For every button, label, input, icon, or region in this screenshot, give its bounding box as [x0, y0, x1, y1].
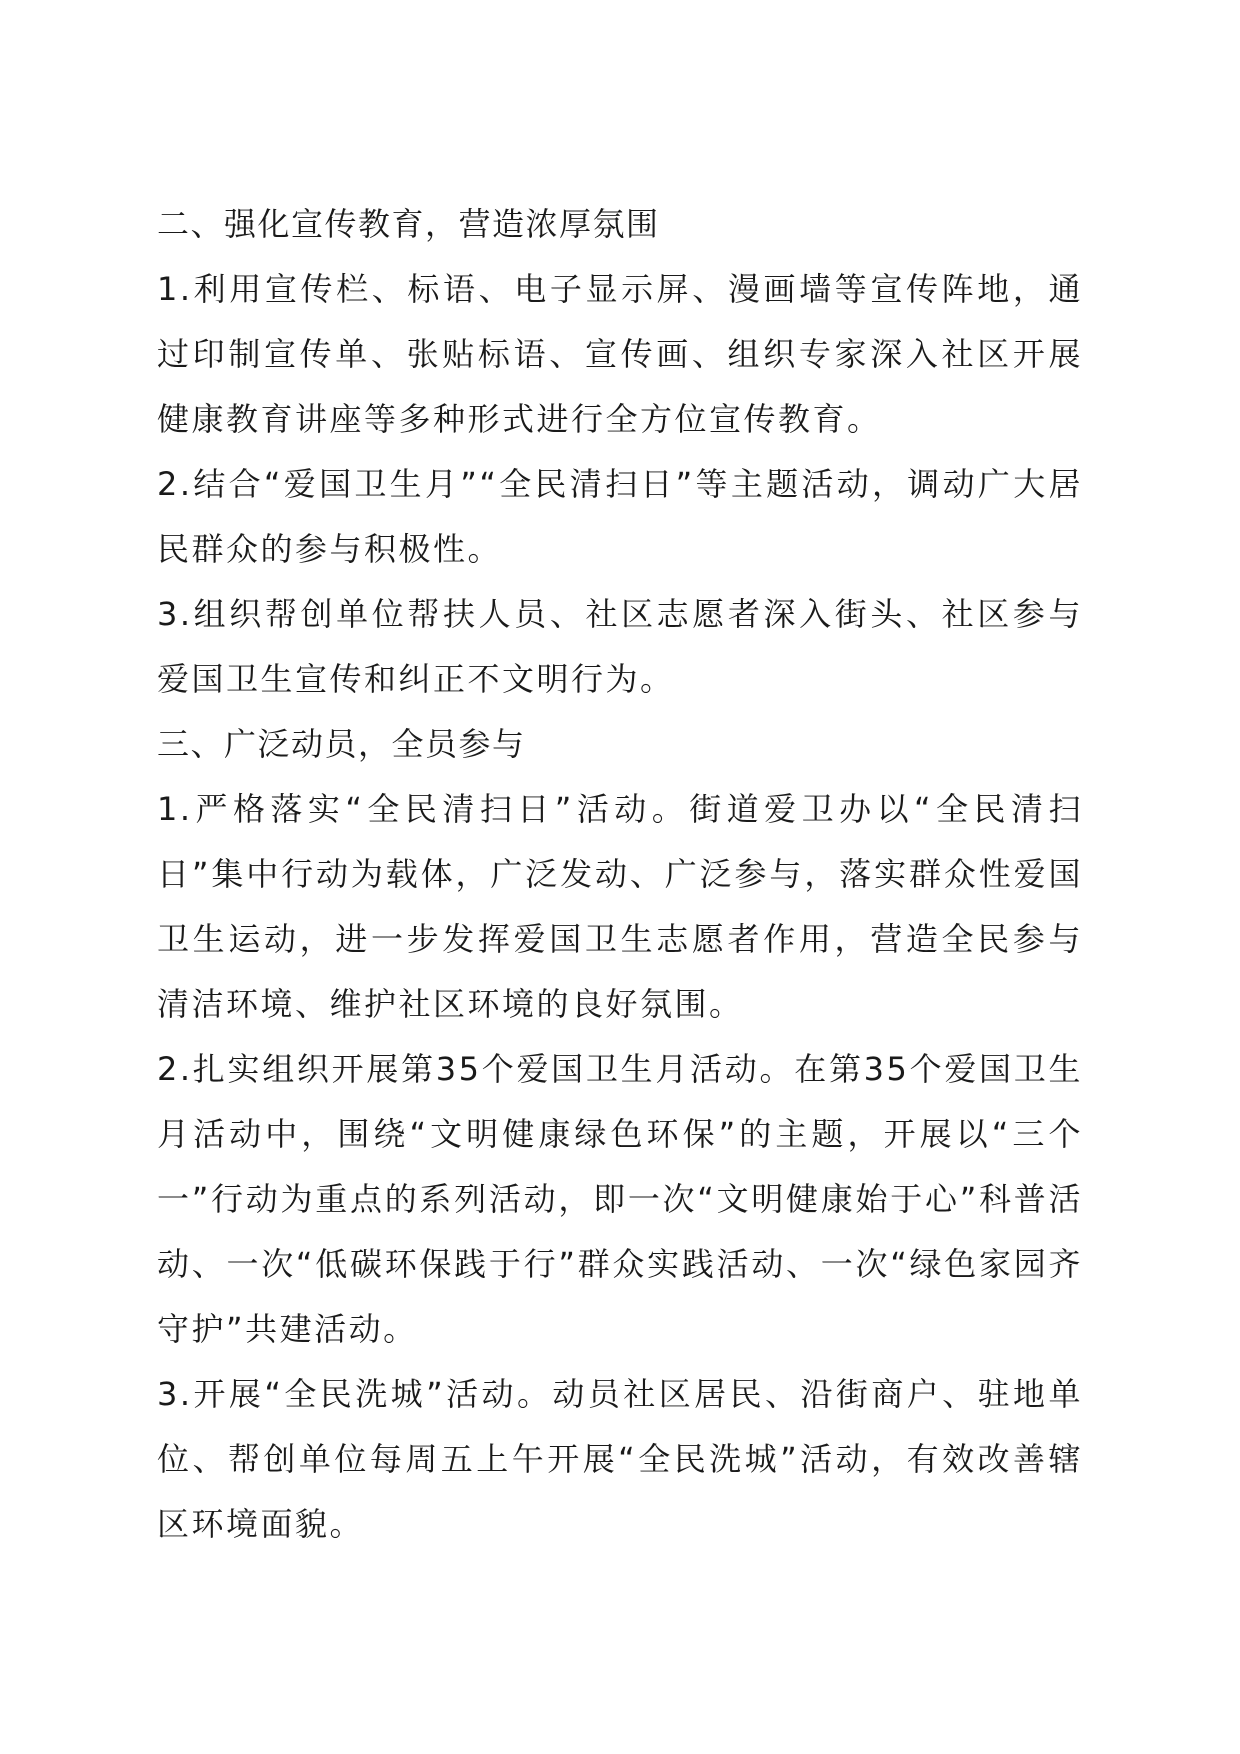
mobilization-item-3: 3.开展“全民洗城”活动。动员社区居民、沿街商户、驻地单位、帮创单位每周五上午开展“全民洗城”活动，有效改善辖区环境面貌。: [157, 1375, 1083, 1543]
publicity-item-2: 2.结合“爱国卫生月”“全民清扫日”等主题活动，调动广大居民群众的参与积极性。: [157, 465, 1083, 568]
section-heading-publicity: 二、强化宣传教育，营造浓厚氛围: [157, 205, 660, 243]
mobilization-item-2: 2.扎实组织开展第35个爱国卫生月活动。在第35个爱国卫生月活动中，围绕“文明健康绿色环保”的主题，开展以“三个一”行动为重点的系列活动，即一次“文明健康始于心”科普活动、一次“低碳环保践于行”群众实践活动、一次“绿色家园齐守护”共建活动。: [157, 1050, 1083, 1348]
publicity-item-3: 3.组织帮创单位帮扶人员、社区志愿者深入街头、社区参与爱国卫生宣传和纠正不文明行为。: [157, 595, 1083, 698]
publicity-item-1: 1.利用宣传栏、标语、电子显示屏、漫画墙等宣传阵地，通过印制宣传单、张贴标语、宣传画、组织专家深入社区开展健康教育讲座等多种形式进行全方位宣传教育。: [157, 270, 1083, 438]
mobilization-item-1: 1.严格落实“全民清扫日”活动。街道爱卫办以“全民清扫日”集中行动为载体，广泛发动、广泛参与，落实群众性爱国卫生运动，进一步发挥爱国卫生志愿者作用，营造全民参与清洁环境、维护社区环境的良好氛围。: [157, 790, 1083, 1023]
document-page: [157, 192, 1083, 1557]
section-heading-mobilization: 三、广泛动员，全员参与: [157, 725, 526, 763]
